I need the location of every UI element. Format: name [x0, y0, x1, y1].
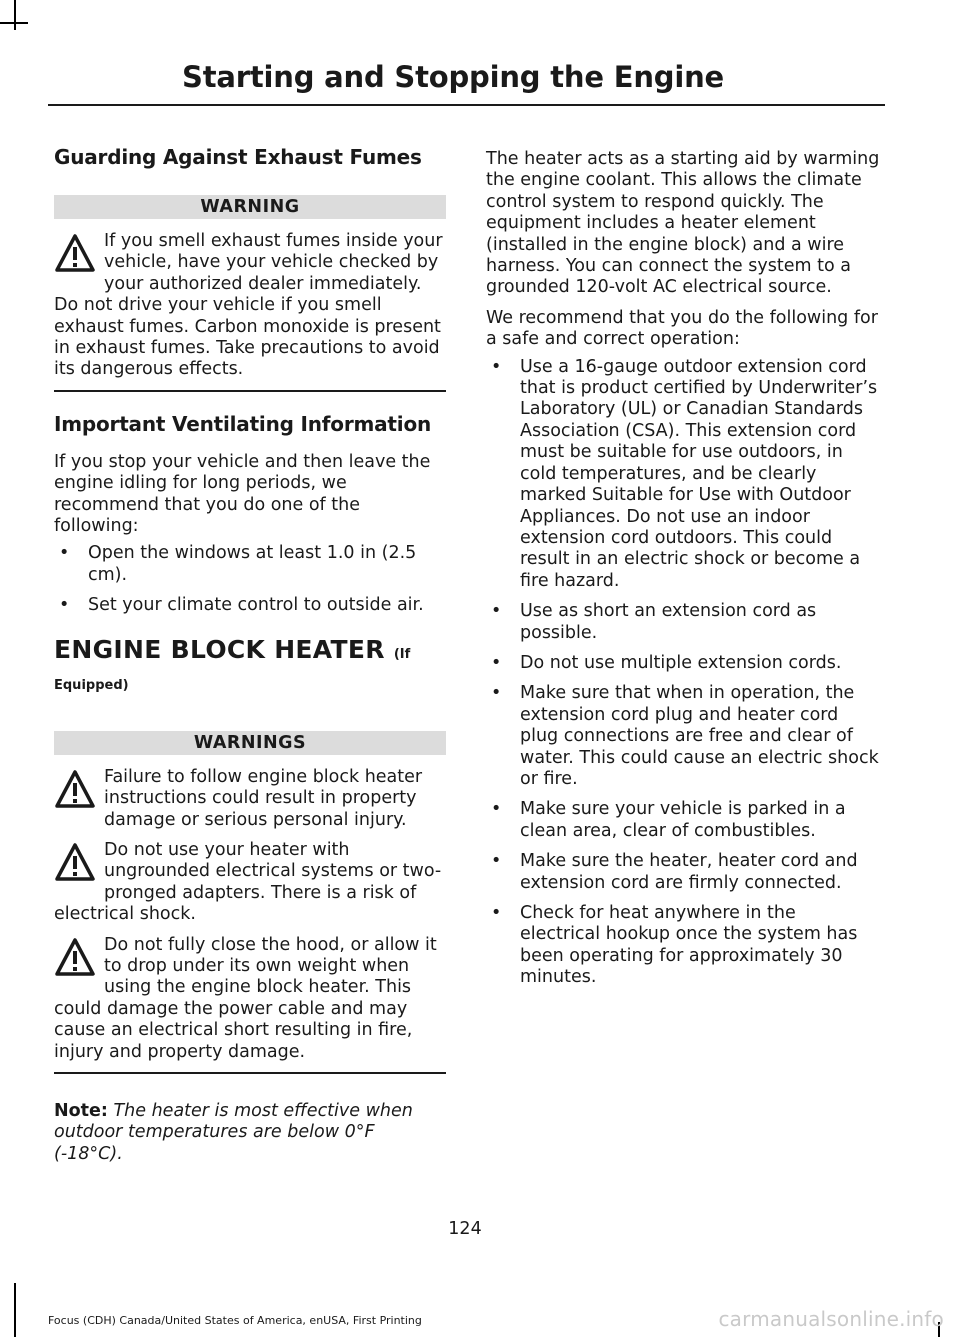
heater-qualifier-a: (If: [393, 646, 411, 662]
right-column: [486, 149, 881, 998]
list-item: • Open the windows at least 1.0 in (2.5 cm).: [54, 543, 446, 586]
warning-triangle-icon: [54, 937, 100, 987]
exhaust-section-title: Guarding Against Exhaust Fumes: [54, 145, 422, 169]
heater-paragraph-1: The heater acts as a starting aid by warming the engine coolant. This allows the climate control system to respond quickly. The equipment includes a heater element (installed in the engine block) and a wire harness. You can connect the system to a grounded 120-volt AC electrical source.: [486, 149, 880, 298]
header-rule: [48, 104, 885, 106]
warning-banner: WARNING: [54, 195, 446, 219]
list-item: • Make sure the heater, heater cord and extension cord are firmly connected.: [486, 851, 881, 894]
heater-note: [54, 1101, 446, 1165]
list-item: • Make sure your vehicle is parked in a clean area, clear of combustibles.: [486, 799, 881, 842]
warning-text: Do not use your heater with ungrounded electrical systems or two-pronged adapters. There is a risk of electrical shock.: [54, 839, 442, 925]
warning-triangle-icon: [54, 233, 100, 283]
warning-item: [54, 231, 446, 381]
heater-title-text: ENGINE BLOCK HEATER: [54, 634, 385, 664]
crop-mark: [0, 22, 28, 24]
warning-text: Failure to follow engine block heater instructions could result in property damage or serious personal injury.: [104, 766, 423, 830]
crop-mark: [14, 0, 16, 30]
heater-paragraph-2: We recommend that you do the following for a safe and correct operation:: [486, 307, 878, 350]
warning-item: [54, 935, 446, 1063]
warning-triangle-icon: [54, 842, 100, 892]
list-item: • Check for heat anywhere in the electrical hookup once the system has been operating for approximately 30 minutes.: [486, 903, 881, 989]
left-column: [54, 140, 446, 1165]
ventilating-list: [54, 543, 446, 616]
heater-section-title: [54, 635, 446, 664]
ventilating-section-title: Important Ventilating Information: [54, 411, 432, 436]
warning-item: [54, 840, 446, 926]
footer-text: Focus (CDH) Canada/United States of America, enUSA, First Printing: [48, 1314, 422, 1327]
ventilating-intro: If you stop your vehicle and then leave the engine idling for long periods, we recommend that you do one of the following:: [54, 451, 431, 537]
list-item: • Use a 16-gauge outdoor extension cord that is product certified by Underwriter’s Laboratory (UL) or Canadian Standards Association (CSA). This extension cord must be suitable for use outdoors, in cold temperatures, and be clearly marked Suitable for Use with Outdoor Appliances. Do not use an indoor extension cord outdoors. This could result in an electric shock or become a fire hazard.: [486, 357, 881, 592]
page-header-title: Starting and Stopping the Engine: [182, 60, 724, 94]
list-item: • Make sure that when in operation, the extension cord plug and heater cord plug connections are free and clear of water. This could cause an electric shock or fire.: [486, 683, 881, 790]
warning-text: If you smell exhaust fumes inside your vehicle, have your vehicle checked by your authorized dealer immediately. Do not drive your vehicle if you smell exhaust fumes. Carbon monoxide is present in exhaust fumes. Take precautions to avoid its dangerous effects.: [54, 231, 443, 380]
crop-mark: [14, 1283, 16, 1337]
heater-list: [486, 357, 881, 989]
list-item: • Set your climate control to outside air.: [54, 595, 446, 616]
warnings-banner: WARNINGS: [54, 731, 446, 755]
list-item: • Do not use multiple extension cords.: [486, 653, 881, 674]
warning-item: [54, 767, 446, 831]
page-number: 124: [448, 1219, 482, 1239]
note-text: The heater is most effective when outdoor temperatures are below 0°F (-18°C).: [54, 1100, 413, 1164]
warning-end-rule: [54, 1072, 446, 1074]
heater-qualifier-b: Equipped): [54, 677, 129, 693]
warning-triangle-icon: [54, 769, 100, 819]
list-item: • Use as short an extension cord as possible.: [486, 601, 881, 644]
watermark: carmanualsonline.info: [718, 1307, 944, 1331]
warning-text: Do not fully close the hood, or allow it to drop under its own weight when using the engine block heater. This could damage the power cable and may cause an electrical short resulting in fire, injury and property damage.: [54, 934, 437, 1062]
note-label: Note:: [54, 1100, 108, 1121]
warning-end-rule: [54, 390, 446, 392]
